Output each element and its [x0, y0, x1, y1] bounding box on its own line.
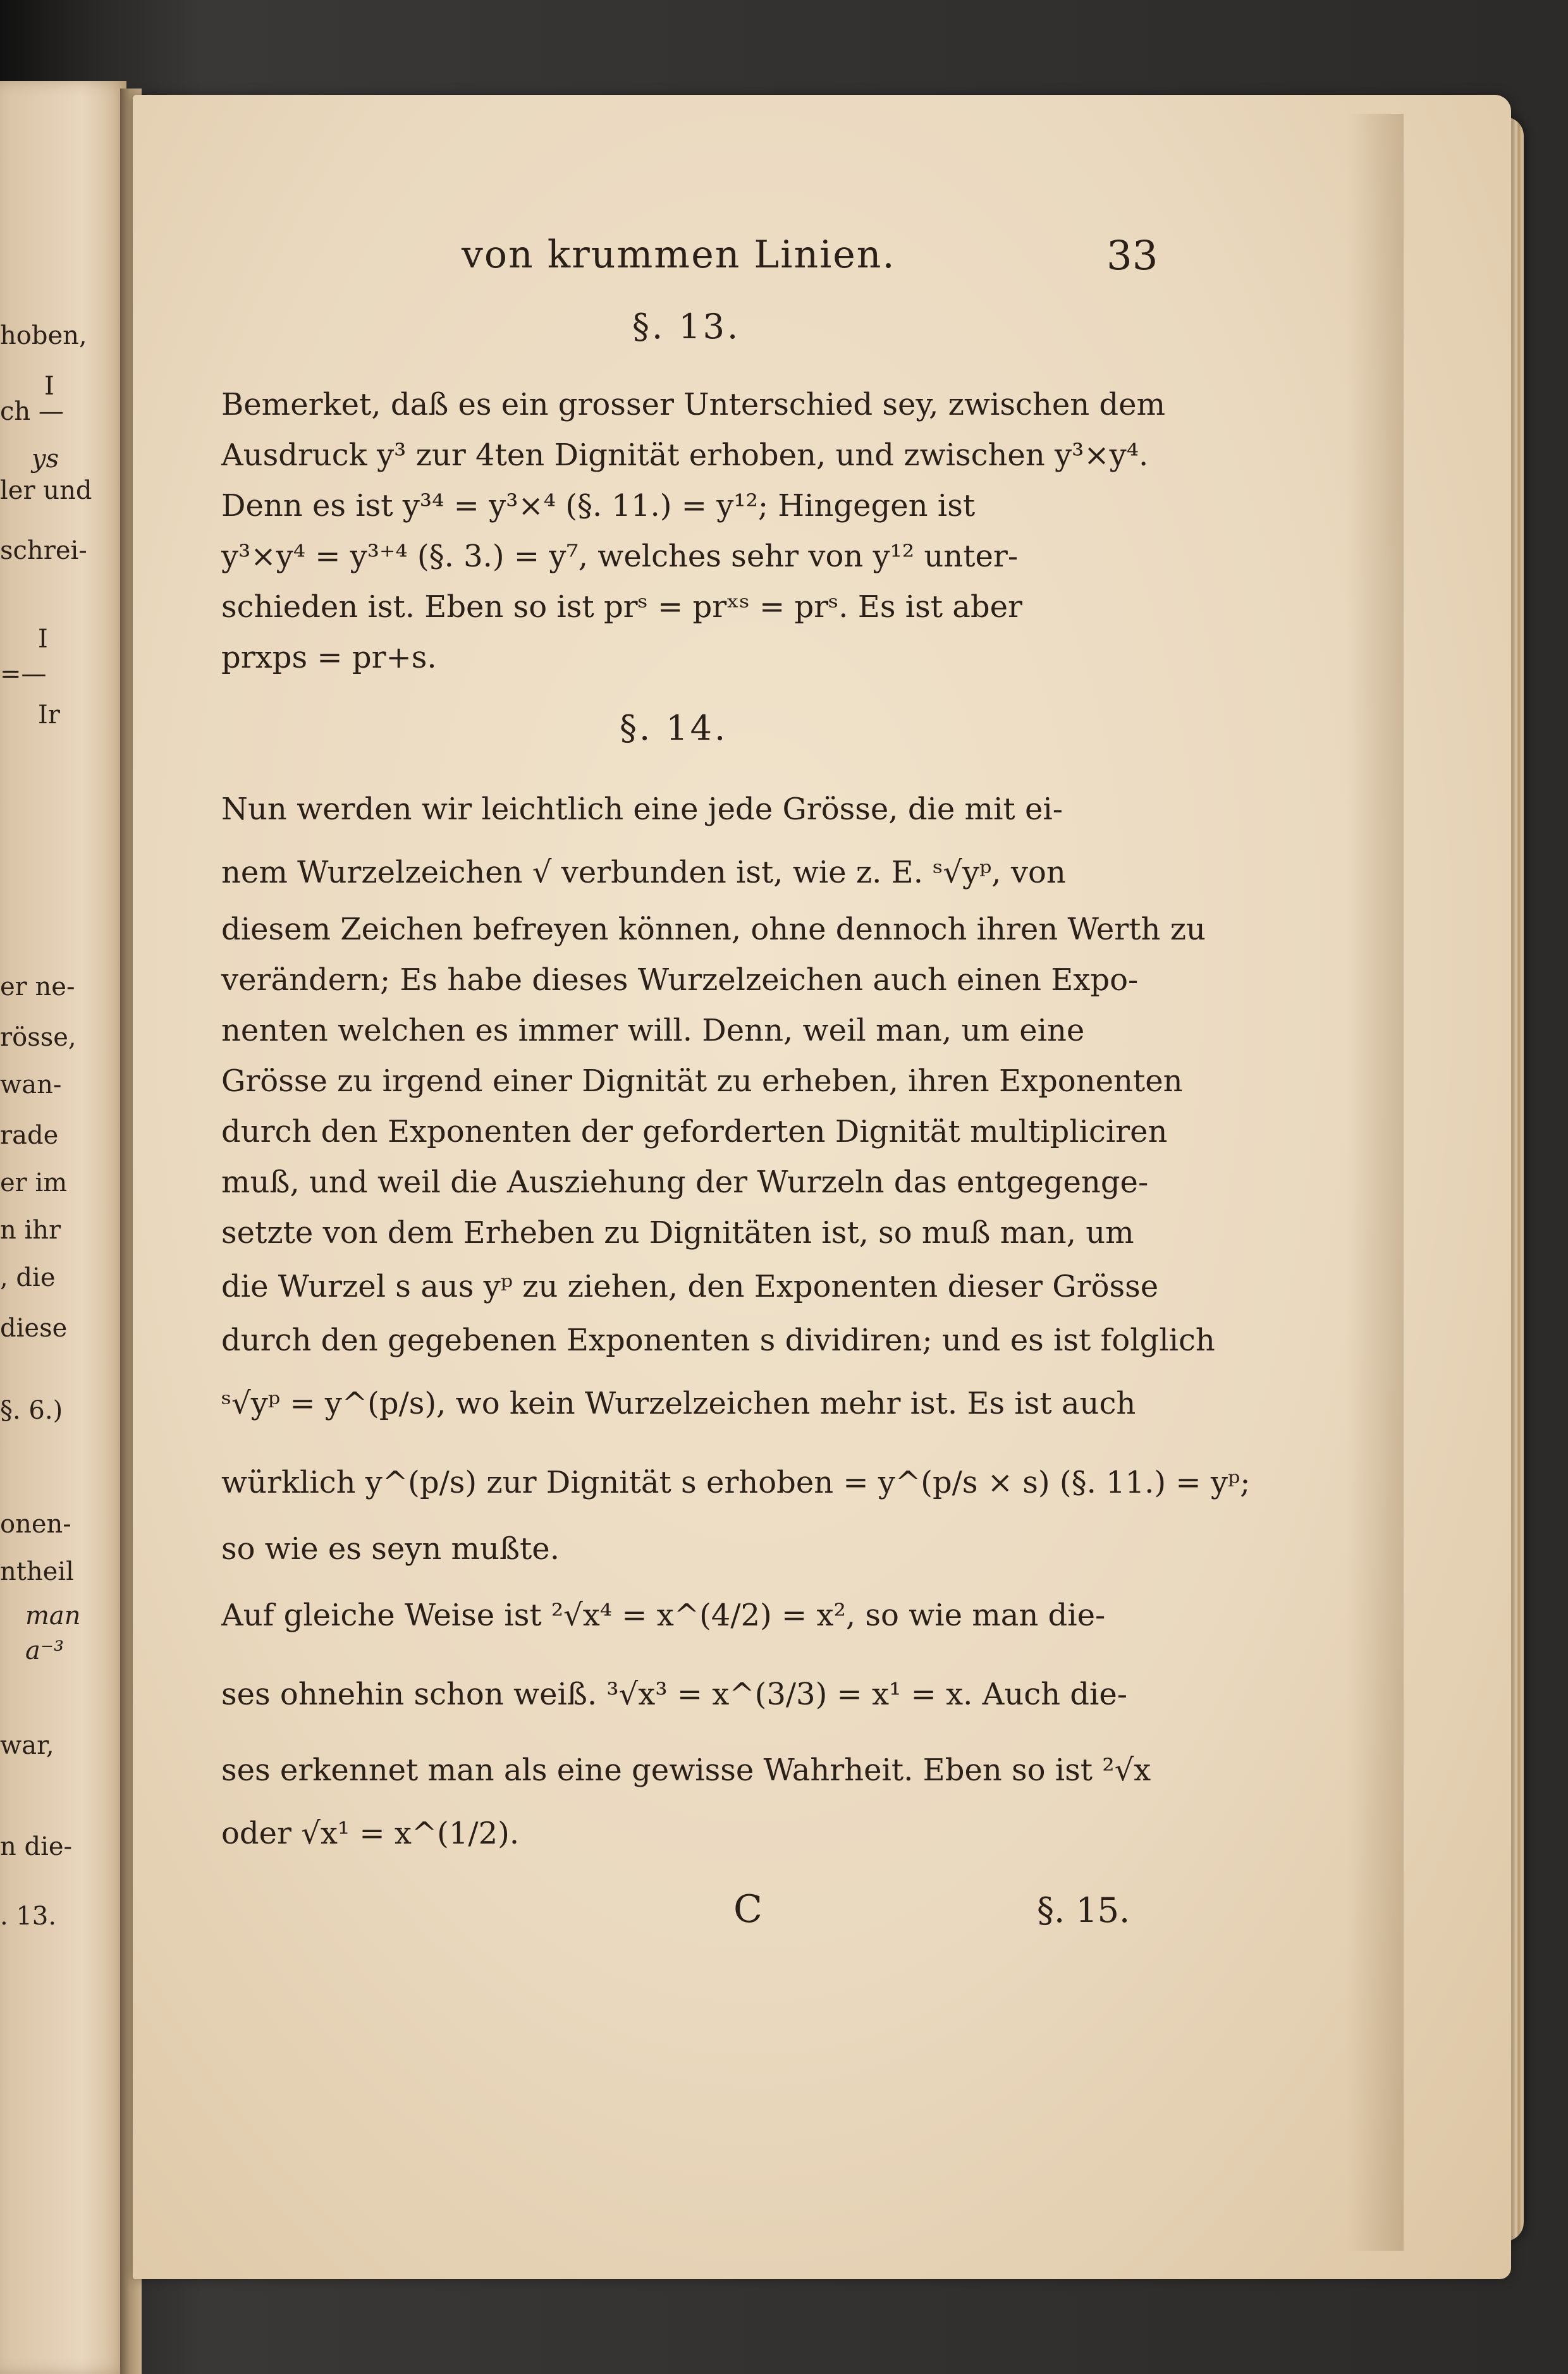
left-fragment: . 13. — [0, 1902, 57, 1931]
section-13-paragraph — [221, 379, 1166, 683]
left-fragment: hoben, — [0, 321, 87, 350]
left-fragment: =— — [0, 659, 47, 688]
text-line: Bemerket, daß es ein grosser Unterschied sey, zwischen dem — [221, 387, 1166, 422]
left-fragment: ntheil — [0, 1557, 74, 1586]
left-page-fragment — [0, 81, 126, 2374]
text-line: prxps = pr+s. — [221, 640, 437, 675]
page-shadow — [1347, 114, 1404, 2251]
running-head: von krummen Linien. — [462, 233, 896, 277]
text-line: oder √x¹ = x^(1/2). — [221, 1816, 520, 1851]
text-line: Nun werden wir leichtlich eine jede Grösse, die mit ei- — [221, 792, 1063, 827]
text-line: Auf gleiche Weise ist ²√x⁴ = x^(4/2) = x², so wie man die- — [221, 1598, 1106, 1633]
left-fragment: onen- — [0, 1510, 71, 1539]
signature-mark: C — [733, 1887, 763, 1931]
text-line: diesem Zeichen befreyen können, ohne dennoch ihren Werth zu — [221, 912, 1206, 947]
left-fragment: I — [38, 625, 48, 654]
text-line: ˢ√yᵖ = y^(p/s), wo kein Wurzelzeichen mehr ist. Es ist auch — [221, 1386, 1136, 1421]
page-number: 33 — [1106, 233, 1158, 279]
text-line: muß, und weil die Ausziehung der Wurzeln das entgegenge- — [221, 1165, 1149, 1200]
section-13-heading: §. 13. — [632, 307, 741, 346]
text-line: Denn es ist y³⁴ = y³×⁴ (§. 11.) = y¹²; Hingegen ist — [221, 488, 976, 523]
section-14-heading: §. 14. — [620, 708, 728, 748]
text-line: nem Wurzelzeichen √ verbunden ist, wie z. E. ˢ√yᵖ, von — [221, 855, 1066, 890]
text-line: schieden ist. Eben so ist prˢ = prˣˢ = prˢ. Es ist aber — [221, 589, 1022, 625]
left-fragment: rösse, — [0, 1023, 77, 1052]
left-fragment: ys — [32, 444, 59, 474]
left-fragment: ch — — [0, 397, 64, 426]
left-fragment: schrei- — [0, 536, 87, 565]
text-line: würklich y^(p/s) zur Dignität s erhoben = y^(p/s × s) (§. 11.) = yᵖ; — [221, 1465, 1251, 1500]
left-fragment: er ne- — [0, 972, 75, 1001]
section-14-paragraph — [221, 778, 1251, 1859]
left-fragment: , die — [0, 1263, 56, 1292]
text-line: Ausdruck y³ zur 4ten Dignität erhoben, und zwischen y³×y⁴. — [221, 437, 1149, 473]
catchword: §. 15. — [1037, 1890, 1130, 1930]
left-fragment: war, — [0, 1731, 54, 1760]
left-fragment: rade — [0, 1121, 59, 1150]
left-fragment: wan- — [0, 1070, 62, 1099]
text-line: verändern; Es habe dieses Wurzelzeichen auch einen Expo- — [221, 962, 1139, 998]
left-fragment: ler und — [0, 476, 92, 505]
left-fragment: I — [44, 372, 54, 401]
left-fragment: a⁻³ — [25, 1636, 64, 1665]
text-line: y³×y⁴ = y³⁺⁴ (§. 3.) = y⁷, welches sehr von y¹² unter- — [221, 539, 1019, 574]
left-fragment: Ir — [38, 701, 60, 730]
text-line: so wie es seyn mußte. — [221, 1531, 560, 1567]
text-line: Grösse zu irgend einer Dignität zu erheben, ihren Exponenten — [221, 1063, 1183, 1099]
left-fragment: n ihr — [0, 1216, 61, 1245]
text-line: durch den gegebenen Exponenten s dividiren; und es ist folglich — [221, 1323, 1215, 1358]
left-fragment: n die- — [0, 1832, 73, 1861]
left-fragment: er im — [0, 1168, 68, 1197]
text-line: ses ohnehin schon weiß. ³√x³ = x^(3/3) = x¹ = x. Auch die- — [221, 1677, 1127, 1712]
text-line: die Wurzel s aus yᵖ zu ziehen, den Exponenten dieser Grösse — [221, 1269, 1159, 1304]
left-fragment: §. 6.) — [0, 1396, 63, 1425]
left-fragment: diese — [0, 1314, 68, 1343]
text-line: ses erkennet man als eine gewisse Wahrheit. Eben so ist ²√x — [221, 1753, 1151, 1788]
text-line: nenten welchen es immer will. Denn, weil man, um eine — [221, 1013, 1085, 1048]
left-fragment: man — [25, 1601, 81, 1631]
text-line: durch den Exponenten der geforderten Dignität multipliciren — [221, 1114, 1168, 1149]
text-line: setzte von dem Erheben zu Dignitäten ist, so muß man, um — [221, 1215, 1134, 1251]
